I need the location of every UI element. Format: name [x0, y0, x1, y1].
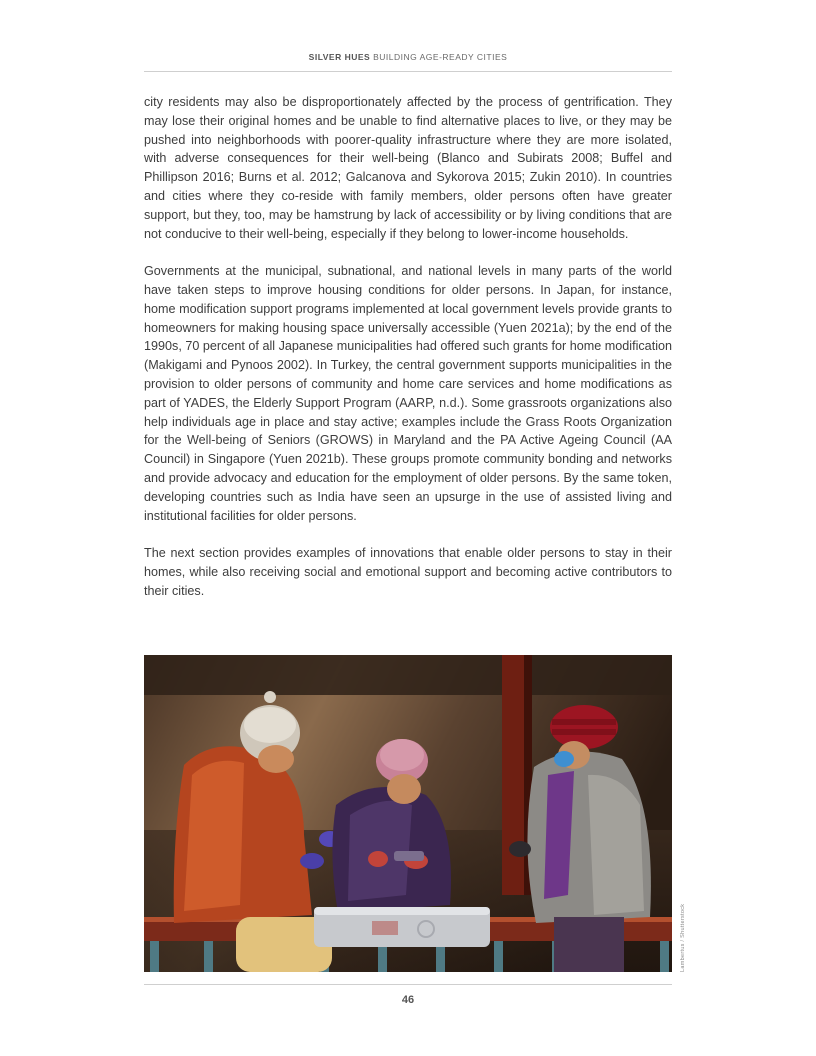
- paragraph-1: city residents may also be disproportionately affected by the process of gentrification. They may lose their original homes and be unable to find alternative places to live, or they may be pushed into neighborhoods with poorer-quality infrastructure where they are more isolated, with adverse consequences for their well-being (Blanco and Subirats 2008; Buffel and Phillipson 2016; Burns et al. 2012; Galcanova and Sykorova 2015; Zukin 2010). In countries and cities where they co-reside with family members, older persons often have greater support, but they, too, may be hamstrung by lack of accessibility or by living conditions that are not conducive to their well-being, especially if they belong to lower-income households.: [144, 95, 672, 241]
- photo-table-bag: [314, 907, 490, 947]
- running-header: [144, 52, 672, 62]
- photo-credit: Lambertus / Shutterstock: [680, 903, 686, 972]
- running-header-subtitle: BUILDING AGE-READY CITIES: [373, 52, 508, 62]
- paragraph-3: The next section provides examples of innovations that enable older persons to stay in their homes, while also receiving social and emotional support and becoming active contributors to their cities.: [144, 546, 672, 598]
- body-text: [144, 93, 672, 619]
- header-divider: [144, 71, 672, 72]
- running-header-brand: SILVER HUES: [308, 52, 371, 62]
- photo-wall-top: [144, 655, 672, 695]
- photo-older-persons-playing-cards: [144, 655, 672, 972]
- page-number: 46: [401, 994, 415, 1006]
- paragraph-2: Governments at the municipal, subnational, and national levels in many parts of the world have taken steps to improve housing conditions for older persons. In Japan, for instance, home modification support programs implemented at local government levels provide grants to homeowners for making housing space universally accessible (Yuen 2021a); by the end of the 1990s, 70 percent of all Japanese municipalities had offered such grants for home modification (Makigami and Pynoos 2002). In Turkey, the central government supports municipalities in the provision to older persons of community and home care services and home modifications as part of YADES, the Elderly Support Program (AARP, n.d.). Some grassroots organizations also help individuals age in place and stay active; examples include the Grass Roots Organization for the Well-being of Seniors (GROWS) in Maryland and the PA Active Ageing Council (AA Council) in Singapore (Yuen 2021b). These groups promote community bonding and networks and provide advocacy and education for the employment of older persons. By the same token, developing countries such as India have seen an upsurge in the use of assisted living and institutional facilities for older persons.: [144, 264, 672, 523]
- footer-divider: [144, 984, 672, 985]
